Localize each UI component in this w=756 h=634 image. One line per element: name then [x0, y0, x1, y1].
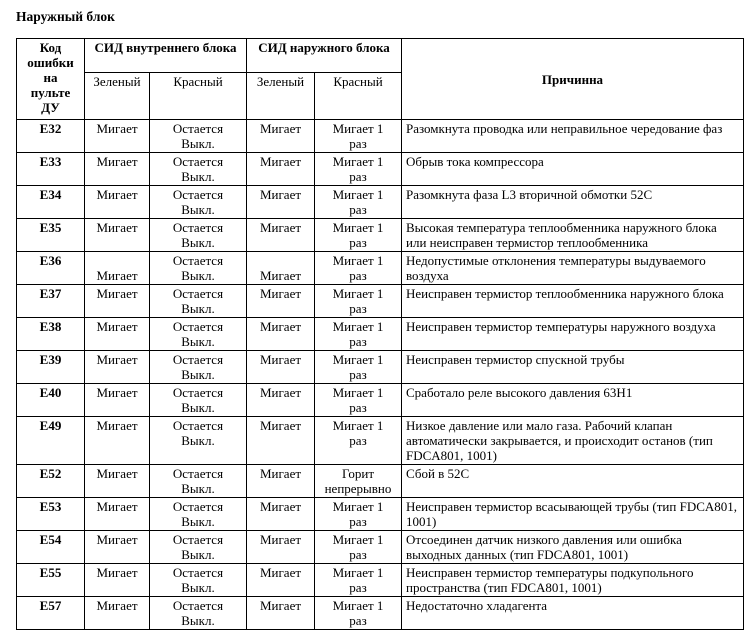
cell-line: Горит [341, 466, 374, 481]
outdoor-green-cell: Мигает [247, 531, 315, 564]
outdoor-red-cell [315, 219, 402, 252]
cell-line: раз [349, 547, 367, 562]
indoor-green-cell: Мигает [85, 531, 150, 564]
cause-cell: Сбой в 52C [402, 465, 744, 498]
error-code-cell: E39 [17, 351, 85, 384]
cell-line: Мигает 1 [332, 286, 384, 301]
outdoor-red-cell [315, 318, 402, 351]
table-row [17, 318, 744, 351]
outdoor-green-cell: Мигает [247, 285, 315, 318]
table-row [17, 531, 744, 564]
cause-cell: Высокая температура теплообменника наружного блока или неисправен термистор теплообменника [402, 219, 744, 252]
cell-line: Остается [172, 565, 224, 580]
indoor-green-cell: Мигает [85, 465, 150, 498]
cell-line: Остается [172, 499, 224, 514]
cell-line: раз [349, 367, 367, 382]
cell-line: непрерывно [324, 481, 392, 496]
outdoor-red-cell [315, 417, 402, 465]
cell-line: Остается [172, 286, 224, 301]
indoor-red-cell [150, 564, 247, 597]
cell-line: Мигает 1 [332, 598, 384, 613]
cell-line: Мигает 1 [332, 187, 384, 202]
cell-line: Остается [172, 418, 224, 433]
cell-line: раз [349, 613, 367, 628]
error-code-cell: E57 [17, 597, 85, 630]
header-outdoor-red: Красный [315, 73, 402, 120]
error-code-cell: E38 [17, 318, 85, 351]
table-row [17, 252, 744, 285]
indoor-red-cell [150, 417, 247, 465]
cell-line: раз [349, 514, 367, 529]
cell-line: раз [349, 169, 367, 184]
error-code-cell: E53 [17, 498, 85, 531]
cell-line: Остается [172, 253, 224, 268]
cell-line: Мигает 1 [332, 499, 384, 514]
page-title: Наружный блок [16, 9, 115, 24]
table-row [17, 384, 744, 417]
indoor-red-cell [150, 318, 247, 351]
cell-line: Выкл. [181, 268, 215, 283]
header-error-code: Код ошибки на пульте ДУ [17, 39, 85, 120]
table-row [17, 417, 744, 465]
indoor-red-cell [150, 285, 247, 318]
error-code-cell: E40 [17, 384, 85, 417]
indoor-red-cell [150, 465, 247, 498]
indoor-green-cell: Мигает [85, 498, 150, 531]
outdoor-red-cell [315, 153, 402, 186]
cause-cell: Неисправен термистор температуры наружного воздуха [402, 318, 744, 351]
cell-line: Выкл. [181, 580, 215, 595]
cell-line: Выкл. [181, 547, 215, 562]
cell-line: Выкл. [181, 367, 215, 382]
error-code-cell: E54 [17, 531, 85, 564]
cause-cell: Разомкнута проводка или неправильное чередование фаз [402, 120, 744, 153]
indoor-green-cell: Мигает [85, 186, 150, 219]
error-code-cell: E49 [17, 417, 85, 465]
indoor-red-cell [150, 498, 247, 531]
header-indoor-green: Зеленый [85, 73, 150, 120]
table-row [17, 564, 744, 597]
cell-line: Мигает 1 [332, 319, 384, 334]
cell-line: Мигает 1 [332, 154, 384, 169]
cause-cell: Отсоединен датчик низкого давления или ошибка выходных данных (тип FDCA801, 1001) [402, 531, 744, 564]
table-row [17, 465, 744, 498]
indoor-red-cell [150, 219, 247, 252]
table-row [17, 351, 744, 384]
outdoor-green-cell: Мигает [247, 384, 315, 417]
table-row [17, 285, 744, 318]
cell-line: Выкл. [181, 481, 215, 496]
outdoor-green-cell: Мигает [247, 219, 315, 252]
cell-line: раз [349, 301, 367, 316]
indoor-red-cell [150, 384, 247, 417]
cell-line: Выкл. [181, 235, 215, 250]
indoor-green-cell: Мигает [85, 153, 150, 186]
indoor-red-cell [150, 120, 247, 153]
outdoor-red-cell [315, 252, 402, 285]
table-row [17, 498, 744, 531]
error-code-cell: E32 [17, 120, 85, 153]
outdoor-green-cell: Мигает [247, 153, 315, 186]
header-cause: Причинна [402, 39, 744, 120]
outdoor-red-cell [315, 465, 402, 498]
cause-cell: Обрыв тока компрессора [402, 153, 744, 186]
indoor-red-cell [150, 351, 247, 384]
header-indoor-led: СИД внутреннего блока [85, 39, 247, 73]
cell-line: раз [349, 202, 367, 217]
indoor-red-cell [150, 252, 247, 285]
outdoor-red-cell [315, 285, 402, 318]
outdoor-red-cell [315, 384, 402, 417]
cell-line: Мигает 1 [332, 220, 384, 235]
cell-line: Выкл. [181, 301, 215, 316]
error-code-cell: E52 [17, 465, 85, 498]
outdoor-green-cell: Мигает [247, 120, 315, 153]
cell-line: Остается [172, 598, 224, 613]
cell-line: Выкл. [181, 334, 215, 349]
indoor-green-cell: Мигает [85, 417, 150, 465]
outdoor-green-cell: Мигает [247, 186, 315, 219]
cause-cell: Недопустимые отклонения температуры выдуваемого воздуха [402, 252, 744, 285]
table-row [17, 597, 744, 630]
header-indoor-red: Красный [150, 73, 247, 120]
outdoor-green-cell: Мигает [247, 318, 315, 351]
outdoor-red-cell [315, 564, 402, 597]
error-code-cell: E36 [17, 252, 85, 285]
table-row [17, 186, 744, 219]
header-outdoor-led: СИД наружного блока [247, 39, 402, 73]
indoor-green-cell: Мигает [85, 252, 150, 285]
cell-line: Мигает 1 [332, 352, 384, 367]
error-code-cell: E35 [17, 219, 85, 252]
cell-line: Мигает 1 [332, 385, 384, 400]
cell-line: Выкл. [181, 400, 215, 415]
cause-cell: Неисправен термистор температуры подкупольного пространства (тип FDCA801, 1001) [402, 564, 744, 597]
outdoor-green-cell: Мигает [247, 564, 315, 597]
outdoor-red-cell [315, 531, 402, 564]
error-code-table [16, 38, 744, 630]
indoor-green-cell: Мигает [85, 597, 150, 630]
outdoor-green-cell: Мигает [247, 351, 315, 384]
cause-cell: Неисправен термистор теплообменника наружного блока [402, 285, 744, 318]
cell-line: Выкл. [181, 202, 215, 217]
cell-line: раз [349, 580, 367, 595]
outdoor-red-cell [315, 120, 402, 153]
cause-cell: Разомкнута фаза L3 вторичной обмотки 52C [402, 186, 744, 219]
indoor-red-cell [150, 597, 247, 630]
cell-line: Мигает 1 [332, 565, 384, 580]
cell-line: Остается [172, 121, 224, 136]
cell-line: Выкл. [181, 514, 215, 529]
cell-line: Выкл. [181, 169, 215, 184]
cell-line: Мигает 1 [332, 253, 384, 268]
cell-line: Выкл. [181, 613, 215, 628]
error-code-cell: E33 [17, 153, 85, 186]
indoor-green-cell: Мигает [85, 120, 150, 153]
table-row [17, 153, 744, 186]
outdoor-green-cell: Мигает [247, 252, 315, 285]
cause-cell: Недостаточно хладагента [402, 597, 744, 630]
outdoor-green-cell: Мигает [247, 465, 315, 498]
table-row [17, 120, 744, 153]
outdoor-green-cell: Мигает [247, 417, 315, 465]
cell-line: Остается [172, 385, 224, 400]
cell-line: Мигает 1 [332, 121, 384, 136]
indoor-green-cell: Мигает [85, 384, 150, 417]
cause-cell: Сработало реле высокого давления 63H1 [402, 384, 744, 417]
cell-line: Остается [172, 319, 224, 334]
cell-line: раз [349, 334, 367, 349]
cell-line: раз [349, 433, 367, 448]
error-code-cell: E34 [17, 186, 85, 219]
indoor-red-cell [150, 153, 247, 186]
cell-line: раз [349, 235, 367, 250]
error-code-cell: E55 [17, 564, 85, 597]
cell-line: Мигает 1 [332, 418, 384, 433]
outdoor-red-cell [315, 597, 402, 630]
header-outdoor-green: Зеленый [247, 73, 315, 120]
cell-line: Мигает 1 [332, 532, 384, 547]
outdoor-green-cell: Мигает [247, 597, 315, 630]
indoor-green-cell: Мигает [85, 351, 150, 384]
error-code-cell: E37 [17, 285, 85, 318]
cell-line: Выкл. [181, 433, 215, 448]
cell-line: Остается [172, 352, 224, 367]
indoor-green-cell: Мигает [85, 285, 150, 318]
indoor-red-cell [150, 186, 247, 219]
outdoor-green-cell: Мигает [247, 498, 315, 531]
cell-line: Остается [172, 532, 224, 547]
cell-line: раз [349, 268, 367, 283]
cell-line: Выкл. [181, 136, 215, 151]
cell-line: Остается [172, 466, 224, 481]
outdoor-red-cell [315, 351, 402, 384]
cell-line: Остается [172, 154, 224, 169]
cause-cell: Неисправен термистор спускной трубы [402, 351, 744, 384]
cause-cell: Низкое давление или мало газа. Рабочий клапан автоматически закрывается, и происходит останов (тип FDCA801, 1001) [402, 417, 744, 465]
table-row [17, 219, 744, 252]
indoor-red-cell [150, 531, 247, 564]
cause-cell: Неисправен термистор всасывающей трубы (тип FDCA801, 1001) [402, 498, 744, 531]
indoor-green-cell: Мигает [85, 219, 150, 252]
cell-line: Остается [172, 220, 224, 235]
cell-line: раз [349, 136, 367, 151]
cell-line: Остается [172, 187, 224, 202]
indoor-green-cell: Мигает [85, 564, 150, 597]
outdoor-red-cell [315, 186, 402, 219]
outdoor-red-cell [315, 498, 402, 531]
indoor-green-cell: Мигает [85, 318, 150, 351]
cell-line: раз [349, 400, 367, 415]
